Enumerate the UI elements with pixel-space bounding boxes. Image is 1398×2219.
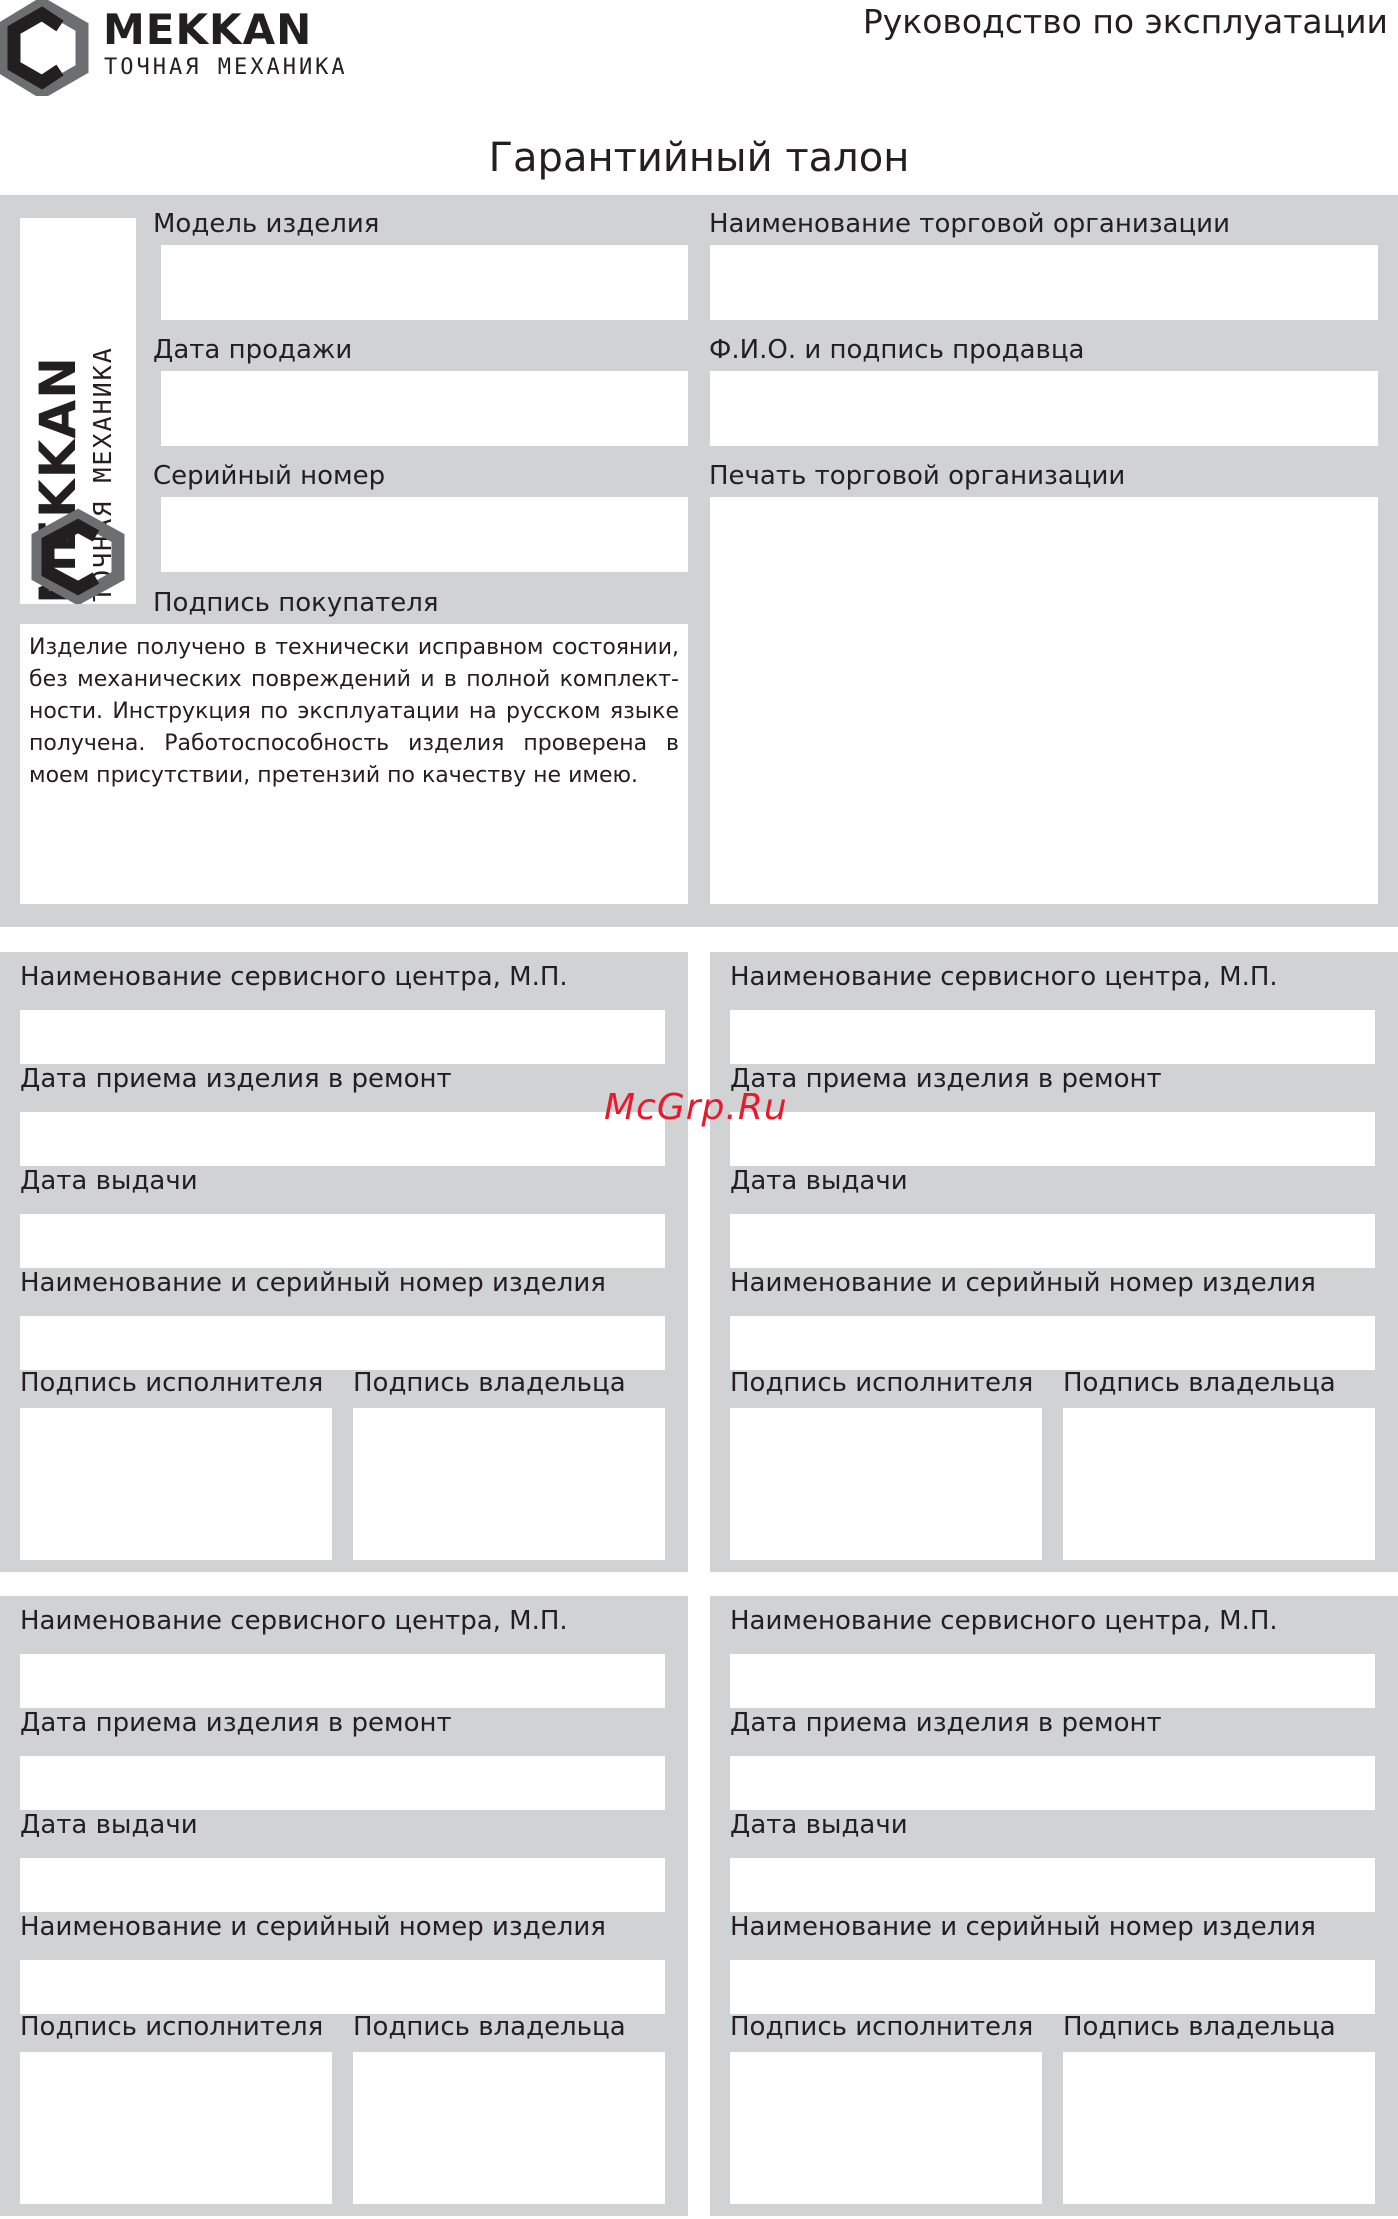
owner-signature-area[interactable] xyxy=(1063,1408,1375,1560)
input-item-serial[interactable] xyxy=(20,1316,665,1370)
input-item-serial[interactable] xyxy=(730,1316,1375,1370)
input-date-issued[interactable] xyxy=(20,1858,665,1912)
label-service-center: Наименование сервисного центра, М.П. xyxy=(20,962,568,992)
input-service-center[interactable] xyxy=(730,1654,1375,1708)
input-date-received[interactable] xyxy=(20,1112,665,1166)
input-model[interactable] xyxy=(161,245,688,320)
field-label-buyer-signature: Подпись покупателя xyxy=(153,588,439,618)
input-serial-number[interactable] xyxy=(161,497,688,572)
input-trade-organization[interactable] xyxy=(710,245,1378,320)
label-date-received: Дата приема изделия в ремонт xyxy=(20,1708,452,1738)
input-service-center[interactable] xyxy=(20,1654,665,1708)
brand-subtitle: ТОЧНАЯ МЕХАНИКА xyxy=(104,55,348,80)
label-item-serial: Наименование и серийный номер изделия xyxy=(20,1912,606,1942)
input-date-issued[interactable] xyxy=(730,1214,1375,1268)
field-label-seller-name: Ф.И.О. и подпись продавца xyxy=(709,335,1085,365)
label-date-issued: Дата выдачи xyxy=(20,1810,198,1840)
field-label-model: Модель изделия xyxy=(153,209,380,239)
manual-title: Руководство по эксплуатации xyxy=(862,2,1388,41)
page-title: Гарантийный талон xyxy=(488,135,910,181)
input-date-received[interactable] xyxy=(730,1112,1375,1166)
acknowledgement-text: Изделие получено в технически исправном состоянии, без механических повреждений и в полной комплект-ности. Инструкция по эксплуатации на русском языке получена. Работоспособность изделия проверена в моем присутствии, претензий по качеству не имею. xyxy=(29,635,679,788)
input-date-issued[interactable] xyxy=(20,1214,665,1268)
field-label-trade-organization: Наименование торговой организации xyxy=(709,209,1230,239)
label-executor-signature: Подпись исполнителя xyxy=(20,2012,324,2042)
label-executor-signature: Подпись исполнителя xyxy=(730,2012,1034,2042)
executor-signature-area[interactable] xyxy=(20,2052,332,2204)
hexagon-logo-icon xyxy=(26,508,130,604)
hexagon-logo-icon xyxy=(0,0,90,96)
vertical-brand-logo xyxy=(20,218,136,604)
label-service-center: Наименование сервисного центра, М.П. xyxy=(730,1606,1278,1636)
label-service-center: Наименование сервисного центра, М.П. xyxy=(730,962,1278,992)
label-date-received: Дата приема изделия в ремонт xyxy=(730,1708,1162,1738)
label-date-issued: Дата выдачи xyxy=(730,1810,908,1840)
input-item-serial[interactable] xyxy=(730,1960,1375,2014)
input-sale-date[interactable] xyxy=(161,371,688,446)
executor-signature-area[interactable] xyxy=(20,1408,332,1560)
input-date-issued[interactable] xyxy=(730,1858,1375,1912)
field-label-sale-date: Дата продажи xyxy=(153,335,353,365)
label-date-issued: Дата выдачи xyxy=(730,1166,908,1196)
watermark: McGrp.Ru xyxy=(604,1087,788,1128)
owner-signature-area[interactable] xyxy=(353,1408,665,1560)
label-date-received: Дата приема изделия в ремонт xyxy=(20,1064,452,1094)
field-label-serial-number: Серийный номер xyxy=(153,461,386,491)
input-date-received[interactable] xyxy=(730,1756,1375,1810)
label-owner-signature: Подпись владельца xyxy=(1063,2012,1336,2042)
input-item-serial[interactable] xyxy=(20,1960,665,2014)
label-item-serial: Наименование и серийный номер изделия xyxy=(20,1268,606,1298)
executor-signature-area[interactable] xyxy=(730,1408,1042,1560)
executor-signature-area[interactable] xyxy=(730,2052,1042,2204)
organization-stamp-area[interactable] xyxy=(710,497,1378,904)
label-date-received: Дата приема изделия в ремонт xyxy=(730,1064,1162,1094)
input-service-center[interactable] xyxy=(20,1010,665,1064)
label-executor-signature: Подпись исполнителя xyxy=(20,1368,324,1398)
input-service-center[interactable] xyxy=(730,1010,1375,1064)
field-label-organization-stamp: Печать торговой организации xyxy=(709,461,1126,491)
label-item-serial: Наименование и серийный номер изделия xyxy=(730,1268,1316,1298)
brand-name: MEKKAN xyxy=(103,5,313,54)
vertical-brand-subtitle: ТОЧНАЯ МЕХАНИКА xyxy=(88,346,117,602)
label-service-center: Наименование сервисного центра, М.П. xyxy=(20,1606,568,1636)
input-seller-name[interactable] xyxy=(710,371,1378,446)
label-item-serial: Наименование и серийный номер изделия xyxy=(730,1912,1316,1942)
owner-signature-area[interactable] xyxy=(1063,2052,1375,2204)
owner-signature-area[interactable] xyxy=(353,2052,665,2204)
label-date-issued: Дата выдачи xyxy=(20,1166,198,1196)
label-owner-signature: Подпись владельца xyxy=(353,1368,626,1398)
input-date-received[interactable] xyxy=(20,1756,665,1810)
label-owner-signature: Подпись владельца xyxy=(1063,1368,1336,1398)
vertical-brand-name: MEKKAN xyxy=(29,356,87,604)
label-executor-signature: Подпись исполнителя xyxy=(730,1368,1034,1398)
brand-logo xyxy=(0,0,348,96)
label-owner-signature: Подпись владельца xyxy=(353,2012,626,2042)
